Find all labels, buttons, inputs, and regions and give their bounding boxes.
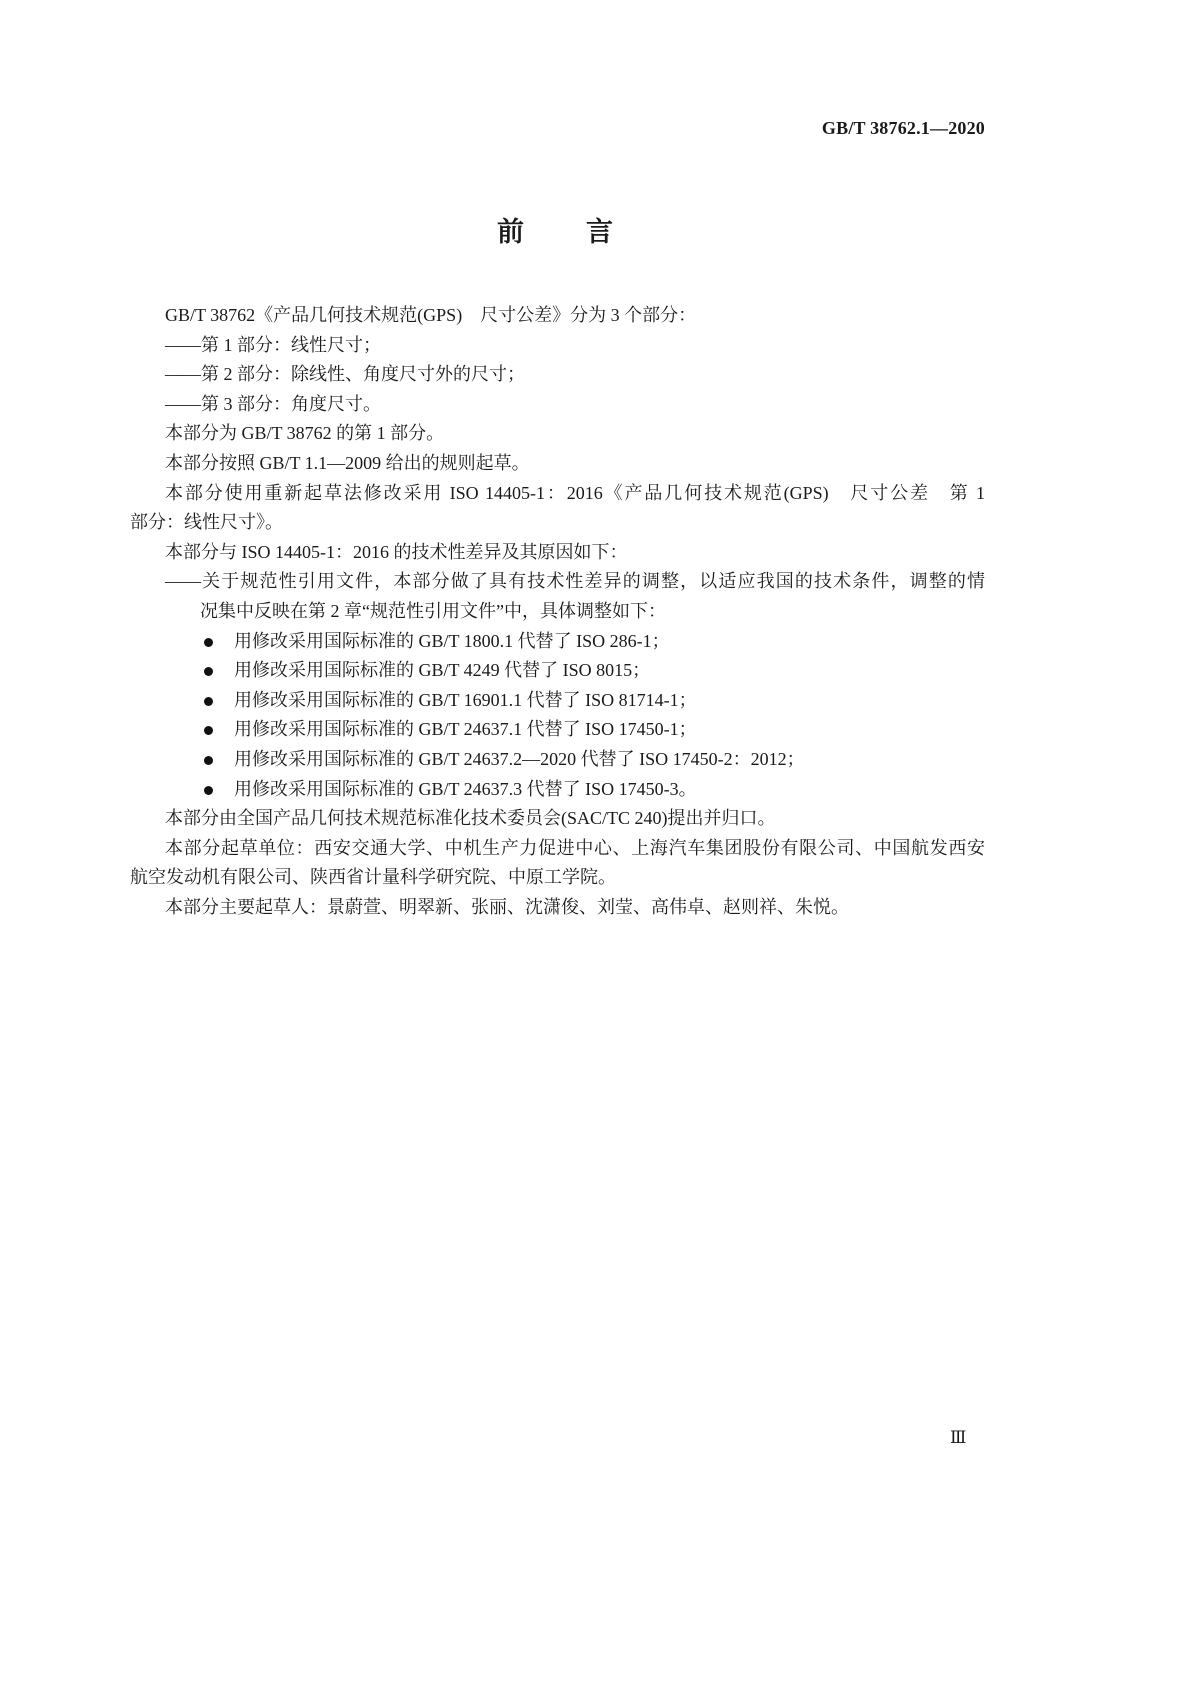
paragraph: 本部分为 GB/T 38762 的第 1 部分。 <box>165 423 445 444</box>
bullet-item: 用修改采用国际标准的 GB/T 24637.3 代替了 ISO 17450-3。 <box>130 775 985 805</box>
bullet-item: 用修改采用国际标准的 GB/T 24637.1 代替了 ISO 17450-1； <box>130 715 985 745</box>
document-number: GB/T 38762.1—2020 <box>821 118 985 138</box>
paragraph-line: 部分：线性尺寸》。 <box>130 512 283 533</box>
part-item: ——第 3 部分：角度尺寸。 <box>165 393 381 414</box>
page-number: Ⅲ <box>950 1428 967 1447</box>
part-item: ——第 1 部分：线性尺寸； <box>165 334 381 355</box>
paragraph-line: 航空发动机有限公司、陕西省计量科学研究院、中原工学院。 <box>130 867 616 888</box>
paragraph: 本部分主要起草人：景蔚萱、明翠新、张丽、沈潇俊、刘莹、高伟卓、赵则祥、朱悦。 <box>165 896 849 917</box>
page-title <box>0 210 1110 249</box>
bullet-item: 用修改采用国际标准的 GB/T 4249 代替了 ISO 8015； <box>130 656 985 686</box>
bullet-icon <box>204 786 213 795</box>
paragraph: 本部分与 ISO 14405-1：2016 的技术性差异及其原因如下： <box>165 541 628 562</box>
foreword-body <box>130 301 985 922</box>
bullet-item: 用修改采用国际标准的 GB/T 1800.1 代替了 ISO 286-1； <box>130 627 985 657</box>
bullet-item: 用修改采用国际标准的 GB/T 16901.1 代替了 ISO 81714-1； <box>130 686 985 716</box>
bullet-icon <box>204 697 213 706</box>
bullet-icon <box>204 756 213 765</box>
paragraph: 本部分按照 GB/T 1.1—2009 给出的规则起草。 <box>165 452 530 473</box>
paragraph-line: 本部分使用重新起草法修改采用 ISO 14405-1：2016《产品几何技术规范(GPS) 尺寸公差 第 1 <box>165 482 985 503</box>
paragraph-line: 本部分起草单位：西安交通大学、中机生产力促进中心、上海汽车集团股份有限公司、中国航发西安 <box>165 837 985 858</box>
part-item: ——第 2 部分：除线性、角度尺寸外的尺寸； <box>165 364 525 385</box>
bullet-item: 用修改采用国际标准的 GB/T 24637.2—2020 代替了 ISO 17450-2：2012； <box>130 745 985 775</box>
paragraph: 本部分由全国产品几何技术规范标准化技术委员会(SAC/TC 240)提出并归口。 <box>165 808 776 829</box>
title-char-1: 前 <box>497 217 524 247</box>
title-char-2: 言 <box>586 217 613 247</box>
difference-line: 况集中反映在第 2 章“规范性引用文件”中，具体调整如下： <box>200 600 666 621</box>
bullet-icon <box>204 638 213 647</box>
difference-line: ——关于规范性引用文件，本部分做了具有技术性差异的调整，以适应我国的技术条件，调整的情 <box>165 571 985 592</box>
intro-paragraph: GB/T 38762《产品几何技术规范(GPS) 尺寸公差》分为 3 个部分： <box>165 305 697 325</box>
